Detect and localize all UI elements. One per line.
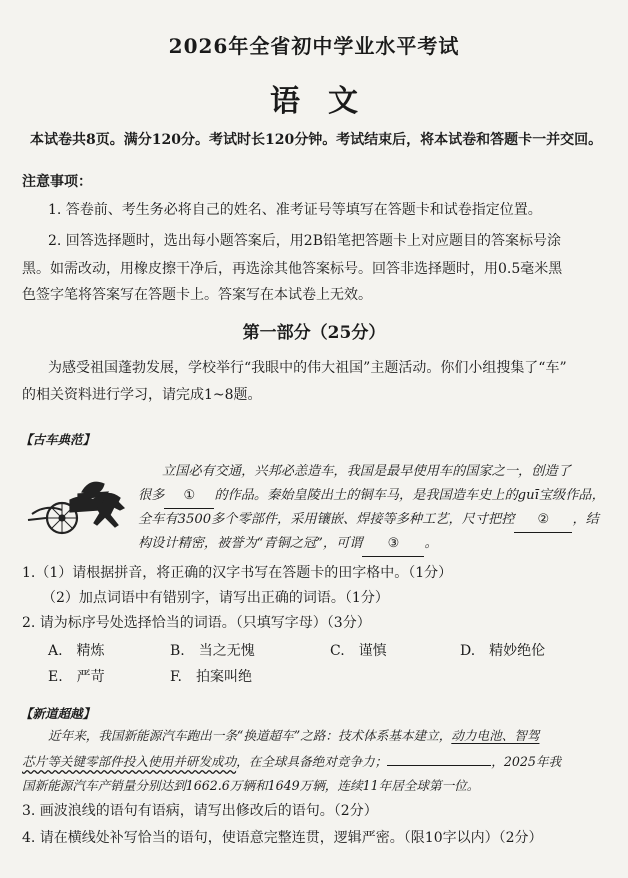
passage-line-3 [138, 508, 599, 533]
part-one-intro-line-2: 的相关资料进行学习，请完成1~8题。 [22, 387, 262, 403]
passage-line-4 [138, 532, 438, 557]
question-3: 3. 画波浪线的语句有语病，请写出修改后的语句。（2分） [22, 803, 378, 819]
section-2-line-1 [48, 724, 539, 748]
question-1-part-1: 1.（1）请根据拼音，将正确的汉字书写在答题卡的田字格中。（1分） [22, 565, 453, 581]
section-2-line-2-end: ，2025年我 [491, 754, 562, 769]
section-label-ancient-cars: 【古车典范】 [20, 432, 96, 447]
answer-blank-1: ① [164, 484, 214, 509]
answer-blank-2: ② [514, 508, 572, 533]
passage-line-2-end: 的作品。秦始皇陵出土的铜车马，是我国造车史上的guī宝级作品， [214, 488, 605, 503]
notice-item-1: 1. 答卷前、考生务必将自己的姓名、准考证号等填写在答题卡和试卷指定位置。 [48, 202, 542, 218]
passage-line-2-start: 很多 [138, 488, 165, 503]
option-c: C. 谨慎 [330, 643, 387, 659]
subject-title: 语文 [270, 84, 386, 119]
passage-line-4-start: 构设计精密，被誉为“青铜之冠”，可谓 [138, 536, 363, 551]
question-1-part-2: （2）加点词语中有错别字，请写出正确的词语。（1分） [42, 590, 389, 606]
bronze-chariot-icon [22, 470, 134, 542]
question-2: 2. 请为标序号处选择恰当的词语。（只填写字母）（3分） [22, 615, 371, 631]
option-b: B. 当之无愧 [170, 643, 255, 659]
exam-intro: 本试卷共8页。满分120分。考试时长120分钟。考试结束后，将本试卷和答题卡一并交回。 [30, 132, 603, 148]
section-2-line-2-middle: ，在全球具备绝对竞争力； [236, 754, 388, 769]
section-2-underlined-1: 动力电池、智驾 [451, 728, 540, 743]
notice-item-2-line-3: 色签字笔将答案写在答题卡上。答案写在本试卷上无效。 [22, 287, 372, 303]
answer-blank-4 [387, 765, 491, 766]
section-2-line-2 [22, 750, 561, 774]
question-4: 4. 请在横线处补写恰当的语句，使语意完整连贯，逻辑严密。（限10字以内）（2分） [22, 830, 543, 846]
section-2-line-1-start: 近年来，我国新能源汽车跑出一条“换道超车”之路：技术体系基本建立， [48, 728, 452, 743]
passage-line-3-start: 全车有3500多个零部件，采用镶嵌、焊接等多种工艺，尺寸把控 [138, 512, 515, 527]
option-a: A. 精炼 [48, 643, 105, 659]
option-d: D. 精妙绝伦 [460, 643, 546, 659]
passage-line-3-end: ，结 [572, 512, 599, 527]
passage-line-4-end: 。 [424, 536, 438, 551]
part-one-title: 第一部分（25分） [242, 323, 386, 343]
answer-blank-3: ③ [362, 532, 424, 557]
section-2-wavy-sentence: 芯片等关键零部件投入使用并研发成功 [22, 754, 237, 769]
exam-title: 2026年全省初中学业水平考试 [168, 34, 460, 58]
passage-line-1: 立国必有交通，兴邦必恙造车，我国是最早使用车的国家之一，创造了 [162, 464, 571, 479]
notice-heading: 注意事项： [22, 174, 92, 190]
passage-line-2 [138, 484, 605, 509]
section-label-new-energy: 【新道超越】 [20, 706, 96, 721]
notice-item-2-line-1: 2. 回答选择题时，选出每小题答案后，用2B铅笔把答题卡上对应题目的答案标号涂 [48, 233, 562, 249]
notice-item-2-line-2: 黑。如需改动，用橡皮擦干净后，再选涂其他答案标号。回答非选择题时，用0.5毫米黑 [22, 261, 563, 277]
option-e: E. 严苛 [48, 669, 105, 685]
part-one-intro-line-1: 为感受祖国蓬勃发展，学校举行“我眼中的伟大祖国”主题活动。你们小组搜集了“车” [48, 360, 567, 376]
option-f: F. 拍案叫绝 [170, 669, 252, 685]
section-2-line-3: 国新能源汽车产销量分别达到1662.6万辆和1649万辆，连续11年居全球第一位。 [22, 778, 480, 793]
